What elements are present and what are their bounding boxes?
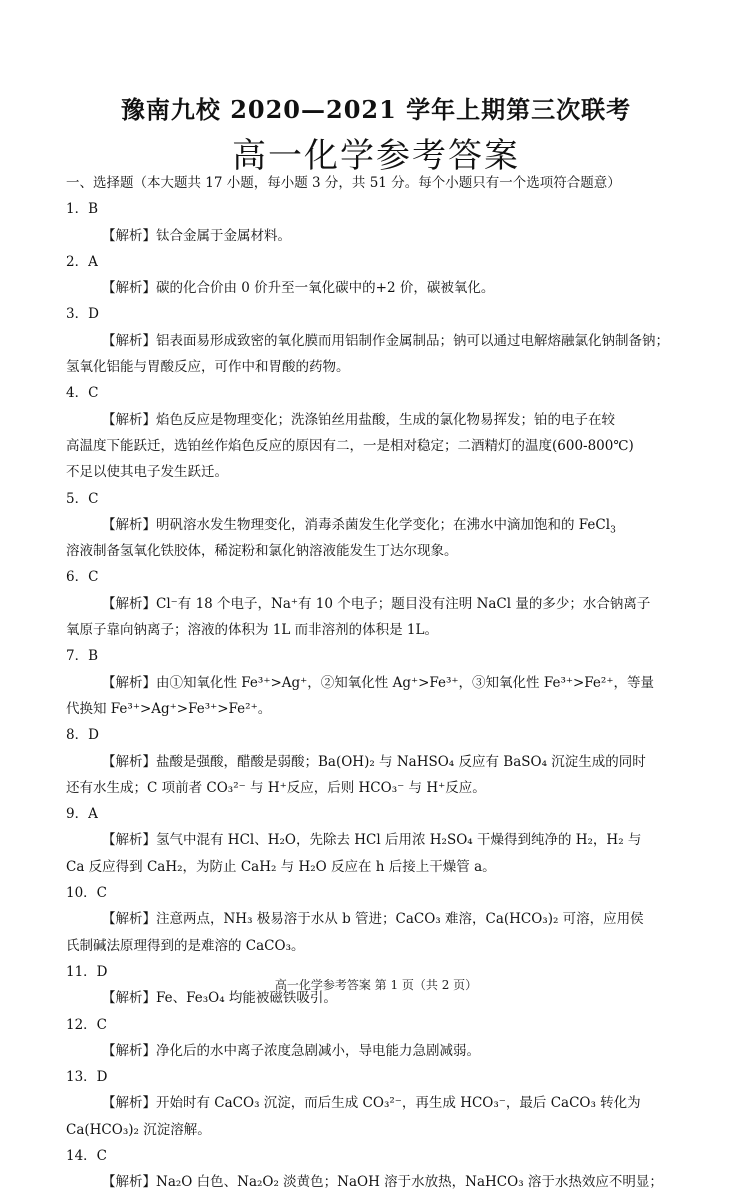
analysis-text: 【解析】注意两点，NH₃ 极易溶于水从 b 管进；CaCO₃ 难溶，Ca(HCO₃)₂ 可溶，应用侯 (102, 911, 644, 928)
analysis-continuation: 不足以使其电子发生跃迁。 (66, 464, 228, 481)
analysis-text: 【解析】钛合金属于金属材料。 (102, 227, 291, 244)
analysis-text: 【解析】焰色反应是物理变化；洗涤铂丝用盐酸，生成的氯化物易挥发；铂的电子在较 (102, 411, 615, 428)
question-number: 10．C (66, 885, 108, 902)
question-number: 12．C (66, 1016, 108, 1033)
question-number: 13．D (66, 1069, 108, 1086)
analysis-continuation: 代换知 Fe³⁺>Ag⁺>Fe³⁺>Fe²⁺。 (66, 700, 272, 717)
question-number: 3．D (66, 306, 99, 323)
analysis-text: 【解析】盐酸是强酸，醋酸是弱酸；Ba(OH)₂ 与 NaHSO₄ 反应有 BaSO₄ 沉淀生成的同时 (102, 753, 646, 770)
question-number: 7．B (66, 648, 99, 665)
question-number: 2．A (66, 253, 98, 270)
question-number: 8．D (66, 727, 99, 744)
page-footer: 高一化学参考答案 第 1 页（共 2 页） (274, 978, 478, 992)
analysis-text: 【解析】净化后的水中离子浓度急剧减小，导电能力急剧减弱。 (102, 1042, 480, 1059)
analysis-text: 【解析】开始时有 CaCO₃ 沉淀，而后生成 CO₃²⁻，再生成 HCO₃⁻，最后 CaCO₃ 转化为 (102, 1095, 641, 1112)
analysis-text: 【解析】铝表面易形成致密的氧化膜而用铝制作金属制品；钠可以通过电解熔融氯化钠制备钠； (102, 332, 669, 349)
analysis-text: 【解析】Na₂O 白色、Na₂O₂ 淡黄色；NaOH 溶于水放热，NaHCO₃ 溶于水热效应不明显； (102, 1174, 663, 1191)
analysis-continuation: Ca 反应得到 CaH₂，为防止 CaH₂ 与 H₂O 反应在 h 后接上干燥管 a。 (66, 858, 496, 875)
analysis-text: 【解析】由①知氧化性 Fe³⁺>Ag⁺，②知氧化性 Ag⁺>Fe³⁺，③知氧化性 Fe³⁺>Fe²⁺，等量 (102, 674, 654, 691)
question-number: 1．B (66, 201, 99, 218)
question-number: 9．A (66, 806, 98, 823)
analysis-continuation: 氢氧化铝能与胃酸反应，可作中和胃酸的药物。 (66, 359, 350, 376)
question-number: 11．D (66, 963, 108, 980)
question-number: 14．C (66, 1147, 108, 1164)
analysis-text: 【解析】Fe、Fe₃O₄ 均能被磁铁吸引。 (102, 990, 337, 1007)
analysis-text: 【解析】明矾溶水发生物理变化，消毒杀菌发生化学变化；在沸水中滴加饱和的 FeCl$_3$ (102, 516, 616, 536)
exam-title: 豫南九校 2020—2021 学年上期第三次联考 (120, 95, 632, 124)
answer-content (66, 170, 686, 1196)
analysis-text: 【解析】碳的化合价由 0 价升至一氧化碳中的+2 价，碳被氧化。 (102, 280, 495, 297)
question-number: 4．C (66, 385, 99, 402)
analysis-continuation: 氏制碱法原理得到的是难溶的 CaCO₃。 (66, 937, 305, 954)
analysis-continuation: Ca(HCO₃)₂ 沉淀溶解。 (66, 1121, 211, 1138)
analysis-continuation: 高温度下能跃迁，选铂丝作焰色反应的原因有二，一是相对稳定；二酒精灯的温度(600-800℃) (66, 437, 634, 454)
question-number: 5．C (66, 490, 99, 507)
analysis-text: 【解析】Cl⁻有 18 个电子，Na⁺有 10 个电子；题目没有注明 NaCl 量的多少；水合钠离子 (102, 595, 651, 612)
analysis-continuation: 溶液制备氢氧化铁胶体，稀淀粉和氯化钠溶液能发生丁达尔现象。 (66, 543, 458, 560)
question-number: 6．C (66, 569, 99, 586)
analysis-continuation: 还有水生成；C 项前者 CO₃²⁻ 与 H⁺反应，后则 HCO₃⁻ 与 H⁺反应。 (66, 779, 486, 796)
page-title: 高一化学参考答案 (232, 136, 520, 176)
analysis-text: 【解析】氢气中混有 HCl、H₂O，先除去 HCl 后用浓 H₂SO₄ 干燥得到纯净的 H₂，H₂ 与 (102, 832, 642, 849)
section-heading: 一、选择题（本大题共 17 小题，每小题 3 分，共 51 分。每个小题只有一个选项符合题意） (66, 175, 621, 191)
analysis-continuation: 氧原子靠向钠离子；溶液的体积为 1L 而非溶剂的体积是 1L。 (66, 622, 438, 639)
